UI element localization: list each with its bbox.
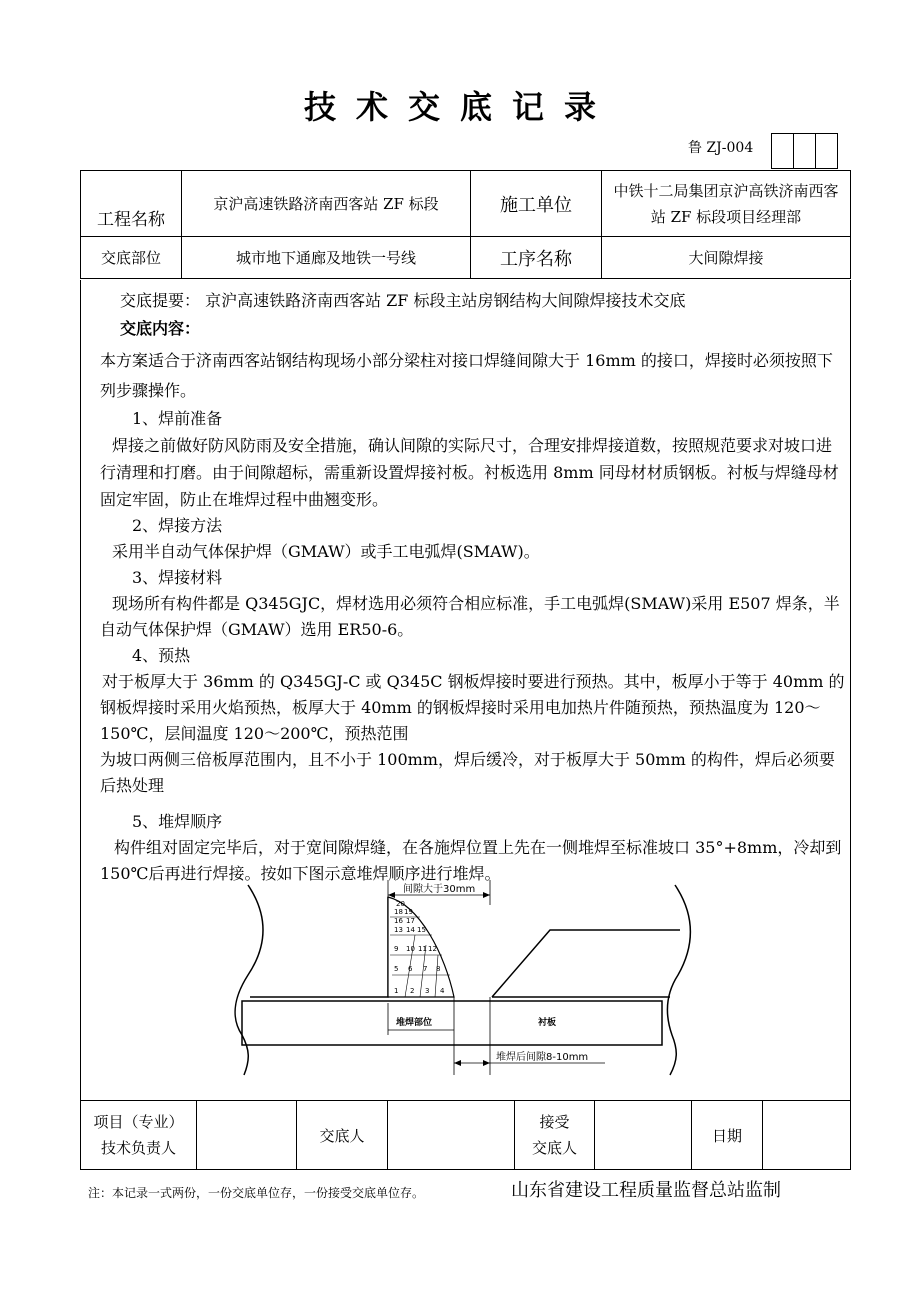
pass-number: 3 — [425, 987, 430, 995]
footer-table — [80, 1100, 851, 1170]
pass-number: 7 — [423, 965, 428, 973]
code-box[interactable] — [771, 133, 794, 169]
date-value[interactable] — [763, 1101, 851, 1170]
presenter-value[interactable] — [388, 1101, 515, 1170]
welding-diagram — [220, 875, 700, 1080]
location-value: 城市地下通廊及地铁一号线 — [182, 237, 471, 279]
pass-number: 11 — [418, 945, 427, 953]
code-box[interactable] — [815, 133, 838, 169]
section-1-text: 焊接之前做好防风防雨及安全措施，确认间隙的实际尺寸，合理安排焊接道数，按照规范要求对坡口进行清理和打磨。由于间隙超标，需重新设置焊接衬板。衬板选用 8mm 同母材材质钢板。衬板与焊缝母材固定牢固，防止在堆焊过程中曲翘变形。 — [100, 436, 839, 509]
receiver-value[interactable] — [595, 1101, 692, 1170]
backing-plate-label: 衬板 — [538, 1018, 557, 1028]
tech-lead-label-line1: 项目（专业） — [93, 1113, 184, 1131]
form-code: 鲁 ZJ-004 — [688, 140, 754, 156]
pass-number: 1 — [394, 987, 399, 995]
pass-number: 20 — [396, 900, 405, 908]
pass-number: 5 — [394, 965, 399, 973]
intro-text: 本方案适合于济南西客站钢结构现场小部分梁柱对接口焊缝间隙大于 16mm 的接口，焊接时必须按照下列步骤操作。 — [100, 351, 833, 400]
gap-label: 间隙大于30mm — [403, 884, 476, 895]
summary: 交底提要： 京沪高速铁路济南西客站 ZF 标段主站房钢结构大间隙焊接技术交底 — [120, 291, 686, 310]
break-line-right — [667, 885, 690, 1075]
section-2-title: 2、焊接方法 — [132, 516, 223, 535]
weld-position-label: 堆焊部位 — [396, 1018, 433, 1028]
presenter-label: 交底人 — [297, 1101, 388, 1170]
pass-number: 10 — [406, 945, 415, 953]
project-name-label: 工程名称 — [81, 171, 182, 237]
pass-number: 14 — [406, 926, 415, 934]
contractor-label: 施工单位 — [471, 171, 602, 237]
process-label: 工序名称 — [471, 237, 602, 279]
process-value: 大间隙焊接 — [602, 237, 851, 279]
pass-number: 9 — [394, 945, 399, 953]
pass-number: 19 — [404, 908, 413, 916]
section-2-text: 采用半自动气体保护焊（GMAW）或手工电弧焊(SMAW)。 — [112, 542, 540, 561]
pass-number: 13 — [394, 926, 403, 934]
header-table — [80, 170, 851, 279]
pass-number: 17 — [406, 917, 415, 925]
pass-number: 18 — [394, 908, 403, 916]
pass-number: 2 — [410, 987, 415, 995]
receiver-label-line2: 交底人 — [531, 1139, 577, 1157]
page-title: 技术交底记录 — [303, 88, 616, 126]
code-boxes — [772, 133, 838, 169]
section-4-text-2: 为坡口两侧三倍板厚范围内，且不小于 100mm，焊后缓冷，对于板厚大于 50mm 的构件，焊后必须要后热处理 — [100, 750, 835, 795]
dim-arrow — [483, 1060, 490, 1066]
backing-plate — [242, 1001, 662, 1045]
dim-arrow — [483, 892, 490, 898]
footnote: 注：本记录一式两份，一份交底单位存，一份接受交底单位存。 — [88, 1186, 425, 1200]
pass-number: 4 — [440, 987, 445, 995]
project-name-value: 京沪高速铁路济南西客站 ZF 标段 — [182, 171, 471, 237]
content-heading: 交底内容： — [120, 319, 201, 338]
content-body — [100, 288, 845, 887]
section-5-text: 构件组对固定完毕后，对于宽间隙焊缝，在各施焊位置上先在一侧堆焊至标准坡口 35°+8mm，冷却到 150℃后再进行焊接。按如下图示意堆焊顺序进行堆焊。 — [100, 838, 842, 883]
pass-number: 12 — [428, 945, 437, 953]
pass-number: 15 — [417, 926, 426, 934]
tech-lead-value[interactable] — [197, 1101, 297, 1170]
tech-lead-label-line2: 技术负责人 — [100, 1139, 176, 1157]
receiver-label-line1: 接受 — [539, 1113, 570, 1131]
dim-arrow — [454, 1060, 461, 1066]
section-1-title: 1、焊前准备 — [132, 409, 223, 428]
break-line-left — [235, 885, 263, 1075]
right-plate-bevel — [492, 930, 680, 997]
pass-number: 8 — [436, 965, 441, 973]
section-4-title: 4、预热 — [132, 646, 191, 665]
pass-number: 16 — [394, 917, 403, 925]
receiver-label — [515, 1101, 595, 1170]
section-4-text-1: 对于板厚大于 36mm 的 Q345GJ-C 或 Q345C 钢板焊接时要进行预热。其中，板厚小于等于 40mm 的钢板焊接时采用火焰预热，板厚大于 40mm 的钢板焊接时采用电加热片件随预热，预热温度为 120～150℃，层间温度 120～200℃，预热范围 — [100, 672, 845, 743]
supervising-org: 山东省建设工程质量监督总站监制 — [511, 1180, 781, 1201]
section-3-title: 3、焊接材料 — [132, 568, 223, 587]
post-gap-label: 堆焊后间隙8-10mm — [496, 1052, 589, 1063]
location-label: 交底部位 — [81, 237, 182, 279]
left-plate — [250, 897, 388, 997]
pass-number: 6 — [408, 965, 413, 973]
contractor-value: 中铁十二局集团京沪高铁济南西客站 ZF 标段项目经理部 — [602, 171, 851, 237]
section-3-text: 现场所有构件都是 Q345GJC，焊材选用必须符合相应标准，手工电弧焊(SMAW)采用 E507 焊条，半自动气体保护焊（GMAW）选用 ER50-6。 — [100, 594, 840, 639]
code-box[interactable] — [793, 133, 816, 169]
date-label: 日期 — [692, 1101, 763, 1170]
section-5-title: 5、堆焊顺序 — [132, 812, 223, 831]
tech-lead-label — [81, 1101, 197, 1170]
